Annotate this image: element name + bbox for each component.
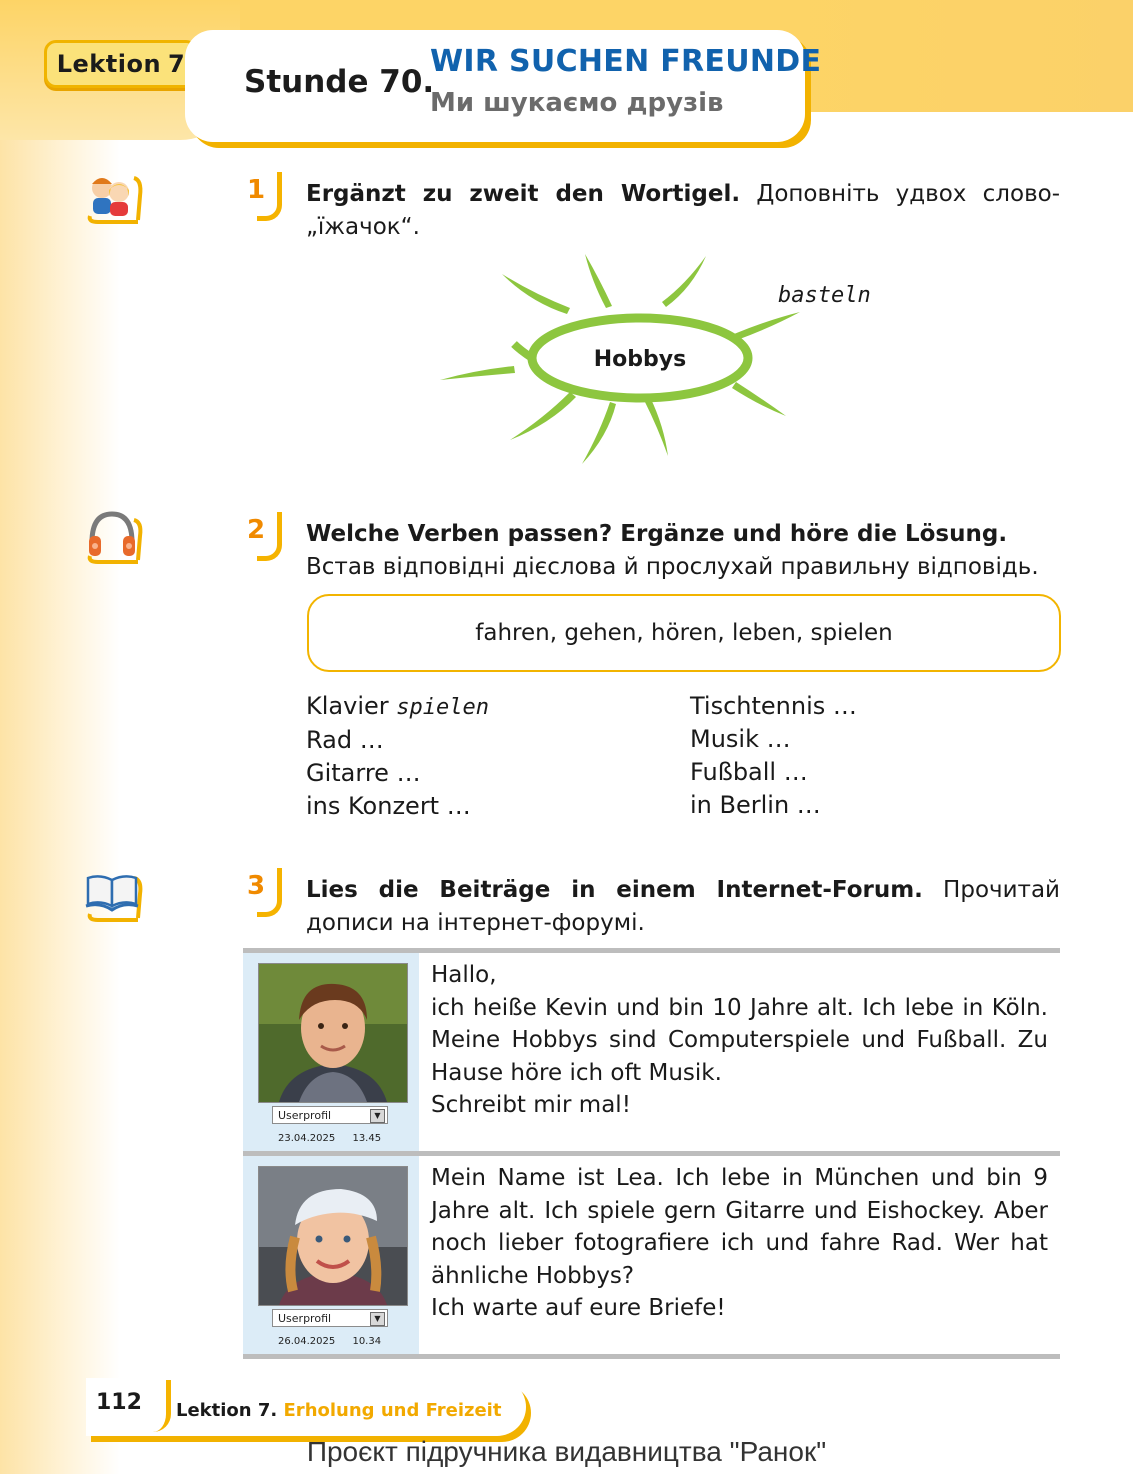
- phrase-item: Rad …: [306, 726, 384, 754]
- children-pair-icon: [84, 166, 140, 222]
- open-book-icon: [84, 864, 140, 920]
- phrase-item: Musik …: [690, 725, 791, 753]
- avatar-kevin: [258, 963, 408, 1103]
- word-bank-text: fahren, gehen, hören, leben, spielen: [475, 620, 893, 646]
- exercise-2-instruction: [306, 518, 1060, 584]
- user-profile-dropdown[interactable]: Userprofil ▼: [272, 1309, 388, 1327]
- word-bank-box: [307, 594, 1061, 672]
- exercise-1-title-de: Ergänzt zu zweit den Wortigel.: [306, 181, 741, 207]
- page-number: 112: [96, 1390, 142, 1415]
- exercise-2-title-ua: Встав відповідні дієслова й прослухай правильну відповідь.: [306, 554, 1039, 580]
- exercise-3-instruction: [306, 874, 1060, 940]
- headphones-icon: [84, 506, 140, 562]
- post-timestamp: 26.04.2025 10.34: [278, 1336, 382, 1347]
- user-profile-dropdown[interactable]: Userprofil ▼: [272, 1106, 388, 1124]
- phrase-list-left: [306, 690, 489, 823]
- page-title: WIR SUCHEN FREUNDE: [430, 44, 822, 79]
- publisher-note: Проєкт підручника видавництва "Ранок": [306, 1436, 827, 1467]
- exercise-1-title-ua: Доповніть удвох слово-„їжачок“.: [306, 181, 1061, 240]
- lesson-number: Stunde 70.: [244, 64, 435, 100]
- avatar-lea: [258, 1166, 408, 1306]
- exercise-3-number: 3: [230, 868, 282, 914]
- exercise-1-instruction: [306, 178, 1060, 244]
- lektion-label: Lektion: [56, 50, 162, 78]
- exercise-2-number: 2: [230, 512, 282, 558]
- exercise-2-title-de: Welche Verben passen? Ergänze und höre die Lösung.: [306, 521, 1008, 547]
- footer-topic: Erholung und Freizeit: [283, 1400, 502, 1421]
- exercise-1-number: 1: [230, 172, 282, 218]
- exercise-3-title-de: Lies die Beiträge in einem Internet-Forum.: [306, 877, 923, 903]
- page-subtitle: Ми шукаємо друзів: [430, 88, 724, 118]
- lektion-badge: [44, 40, 198, 88]
- phrase-item: in Berlin …: [690, 791, 821, 819]
- phrase-item: Fußball …: [690, 758, 808, 786]
- footer-lektion: Lektion 7.: [176, 1400, 278, 1421]
- forum-post-kevin: Hallo, ich heiße Kevin und bin 10 Jahre alt. Ich lebe in Köln. Meine Hobbys sind Computerspiele und Fußball. Zu Hause höre ich oft Musik. Schreibt mir mal!: [431, 962, 1048, 1118]
- lektion-number: 7: [168, 50, 186, 78]
- phrase-example-verb: spielen: [396, 695, 489, 720]
- forum-post-lea: Mein Name ist Lea. Ich lebe in München und bin 9 Jahre alt. Ich spiele gern Gitarre und Eishockey. Aber noch lieber fotografiere ich und fahre Rad. Wer hat ähnliche Hobbys? Ich warte auf eure Briefe!: [431, 1165, 1048, 1321]
- footer-title: [176, 1400, 501, 1421]
- wortigel-diagram: [430, 240, 871, 465]
- wortigel-center-word: Hobbys: [593, 347, 687, 372]
- phrase-item: Tischtennis …: [690, 692, 857, 720]
- page-number-arc: [148, 1380, 171, 1432]
- post-timestamp: 23.04.2025 13.45: [278, 1133, 382, 1144]
- forum-divider: [243, 1354, 1060, 1359]
- wortigel-example-word: basteln: [778, 283, 871, 308]
- chevron-down-icon[interactable]: ▼: [370, 1109, 385, 1123]
- phrase-item: Klavier spielen: [306, 692, 489, 720]
- exercise-3-title-ua: Прочитай дописи на інтернет-форумі.: [306, 877, 1060, 936]
- phrase-item: ins Konzert …: [306, 792, 471, 820]
- chevron-down-icon[interactable]: ▼: [370, 1312, 385, 1326]
- phrase-item: Gitarre …: [306, 759, 421, 787]
- phrase-list-right: [690, 690, 857, 822]
